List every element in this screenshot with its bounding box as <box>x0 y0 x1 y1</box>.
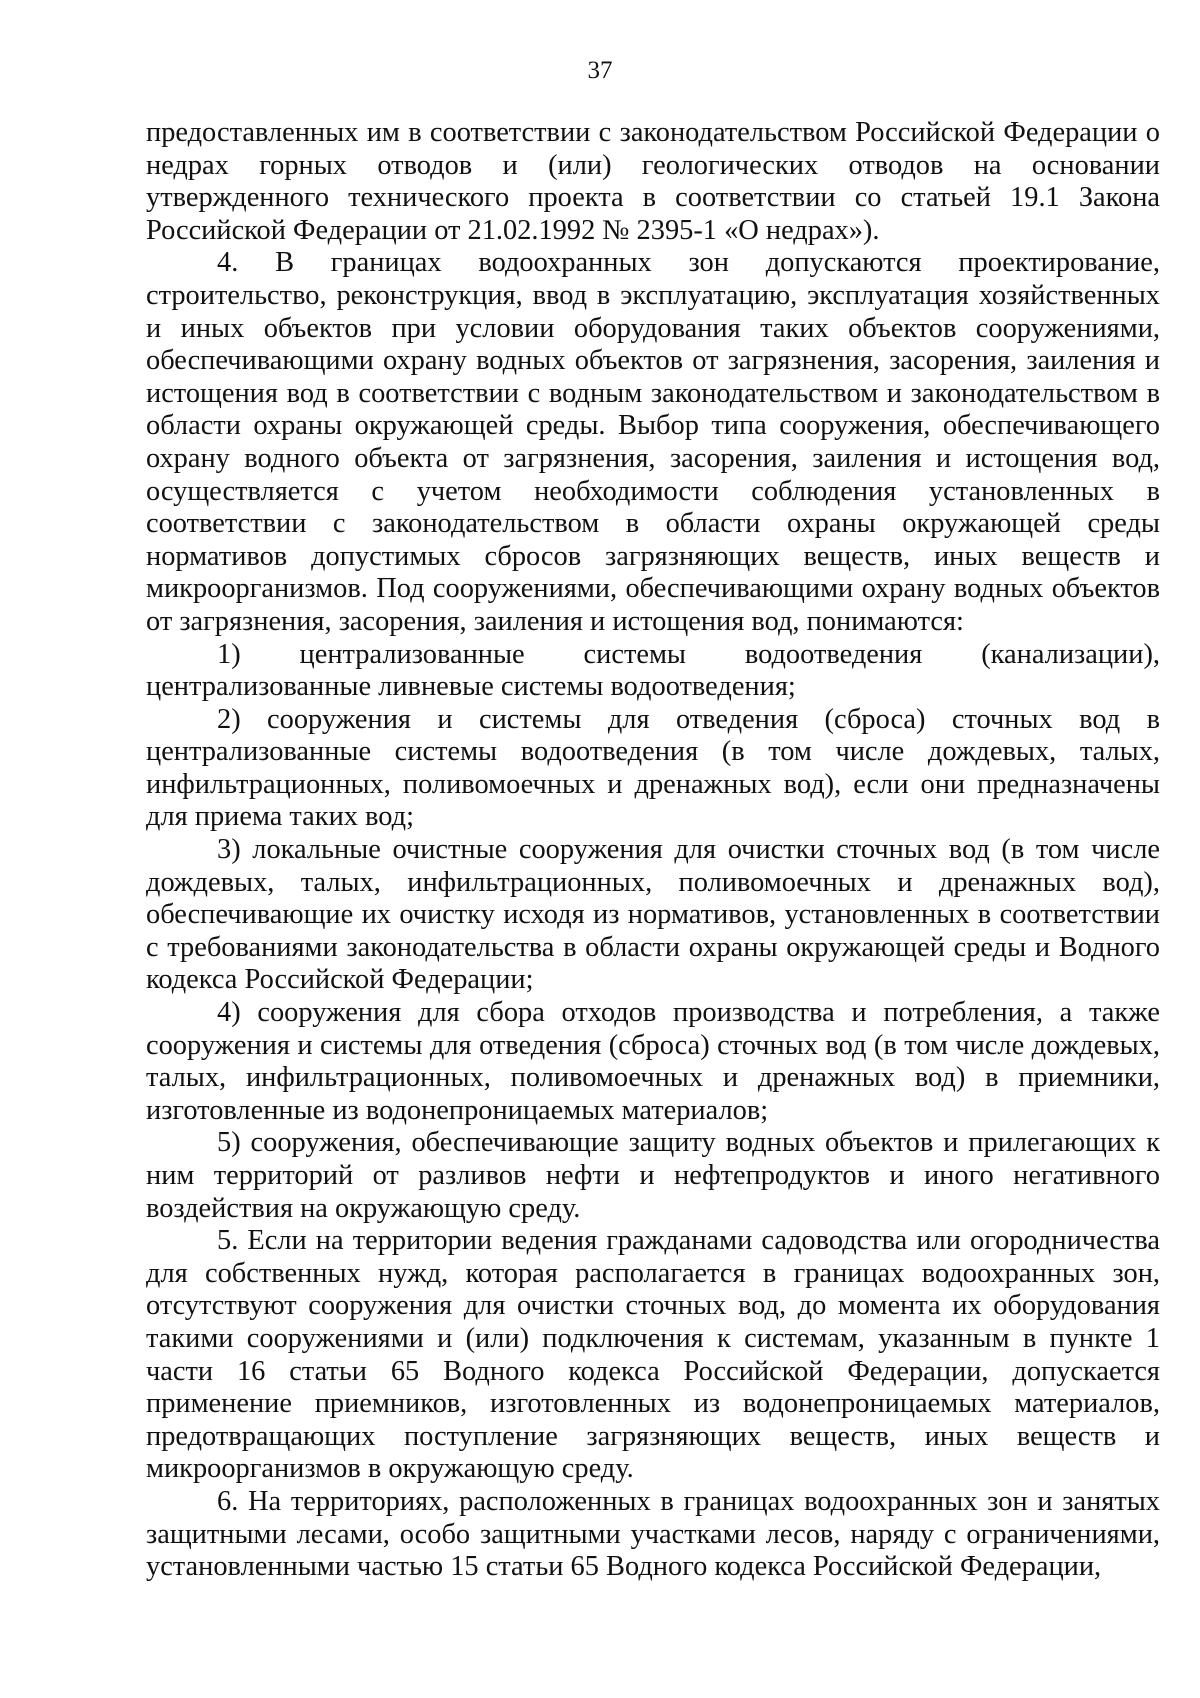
paragraph-continuation: предоставленных им в соответствии с законодательством Российской Федерации о недрах горных отводов и (или) геологических отводов на основании утвержденного технического проекта в соответствии со статьей 19.1 Закона Российской Федерации от 21.02.1992 № 2395-1 «О недрах»). <box>146 117 1160 246</box>
paragraph-item-4: 4. В границах водоохранных зон допускаются проектирование, строительство, реконструкция, ввод в эксплуатацию, эксплуатация хозяйственных и иных объектов при условии оборудования таких объектов сооружениями, обеспечивающими охрану водных объектов от загрязнения, засорения, заиления и истощения вод в соответствии с водным законодательством и законодательством в области охраны окружающей среды. Выбор типа сооружения, обеспечивающего охрану водного объекта от загрязнения, засорения, заиления и истощения вод, осуществляется с учетом необходимости соблюдения установленных в соответствии с законодательством в области охраны окружающей среды нормативов допустимых сбросов загрязняющих веществ, иных веществ и микроорганизмов. Под сооружениями, обеспечивающими охрану водных объектов от загрязнения, засорения, заиления и истощения вод, понимаются: <box>146 247 1160 637</box>
paragraph-subitem-4: 4) сооружения для сбора отходов производства и потребления, а также сооружения и системы для отведения (сброса) сточных вод (в том числе дождевых, талых, инфильтрационных, поливомоечных и дренажных вод) в приемники, изготовленные из водонепроницаемых материалов; <box>146 997 1160 1126</box>
paragraph-subitem-1: 1) централизованные системы водоотведения (канализации), централизованные ливневые системы водоотведения; <box>146 638 1160 703</box>
page-number: 37 <box>587 57 613 84</box>
paragraph-subitem-2: 2) сооружения и системы для отведения (сброса) сточных вод в централизованные системы водоотведения (в том числе дождевых, талых, инфильтрационных, поливомоечных и дренажных вод), если они предназначены для приема таких вод; <box>146 703 1160 833</box>
paragraph-subitem-5: 5) сооружения, обеспечивающие защиту водных объектов и прилегающих к ним территорий от разливов нефти и нефтепродуктов и иного негативного воздействия на окружающую среду. <box>146 1127 1160 1224</box>
document-body <box>146 117 1160 1584</box>
paragraph-item-6: 6. На территориях, расположенных в границах водоохранных зон и занятых защитными лесами, особо защитными участками лесов, наряду с ограничениями, установленными частью 15 статьи 65 Водного кодекса Российской Федерации, <box>146 1485 1160 1583</box>
paragraph-subitem-3: 3) локальные очистные сооружения для очистки сточных вод (в том числе дождевых, талых, инфильтрационных, поливомоечных и дренажных вод), обеспечивающие их очистку исходя из нормативов, установленных в соответствии с требованиями законодательства в области охраны окружающей среды и Водного кодекса Российской Федерации; <box>146 834 1160 996</box>
paragraph-item-5: 5. Если на территории ведения гражданами садоводства или огородничества для собственных нужд, которая располагается в границах водоохранных зон, отсутствуют сооружения для очистки сточных вод, до момента их оборудования такими сооружениями и (или) подключения к системам, указанным в пункте 1 части 16 статьи 65 Водного кодекса Российской Федерации, допускается применение приемников, изготовленных из водонепроницаемых материалов, предотвращающих поступление загрязняющих веществ, иных веществ и микроорганизмов в окружающую среду. <box>146 1225 1160 1485</box>
